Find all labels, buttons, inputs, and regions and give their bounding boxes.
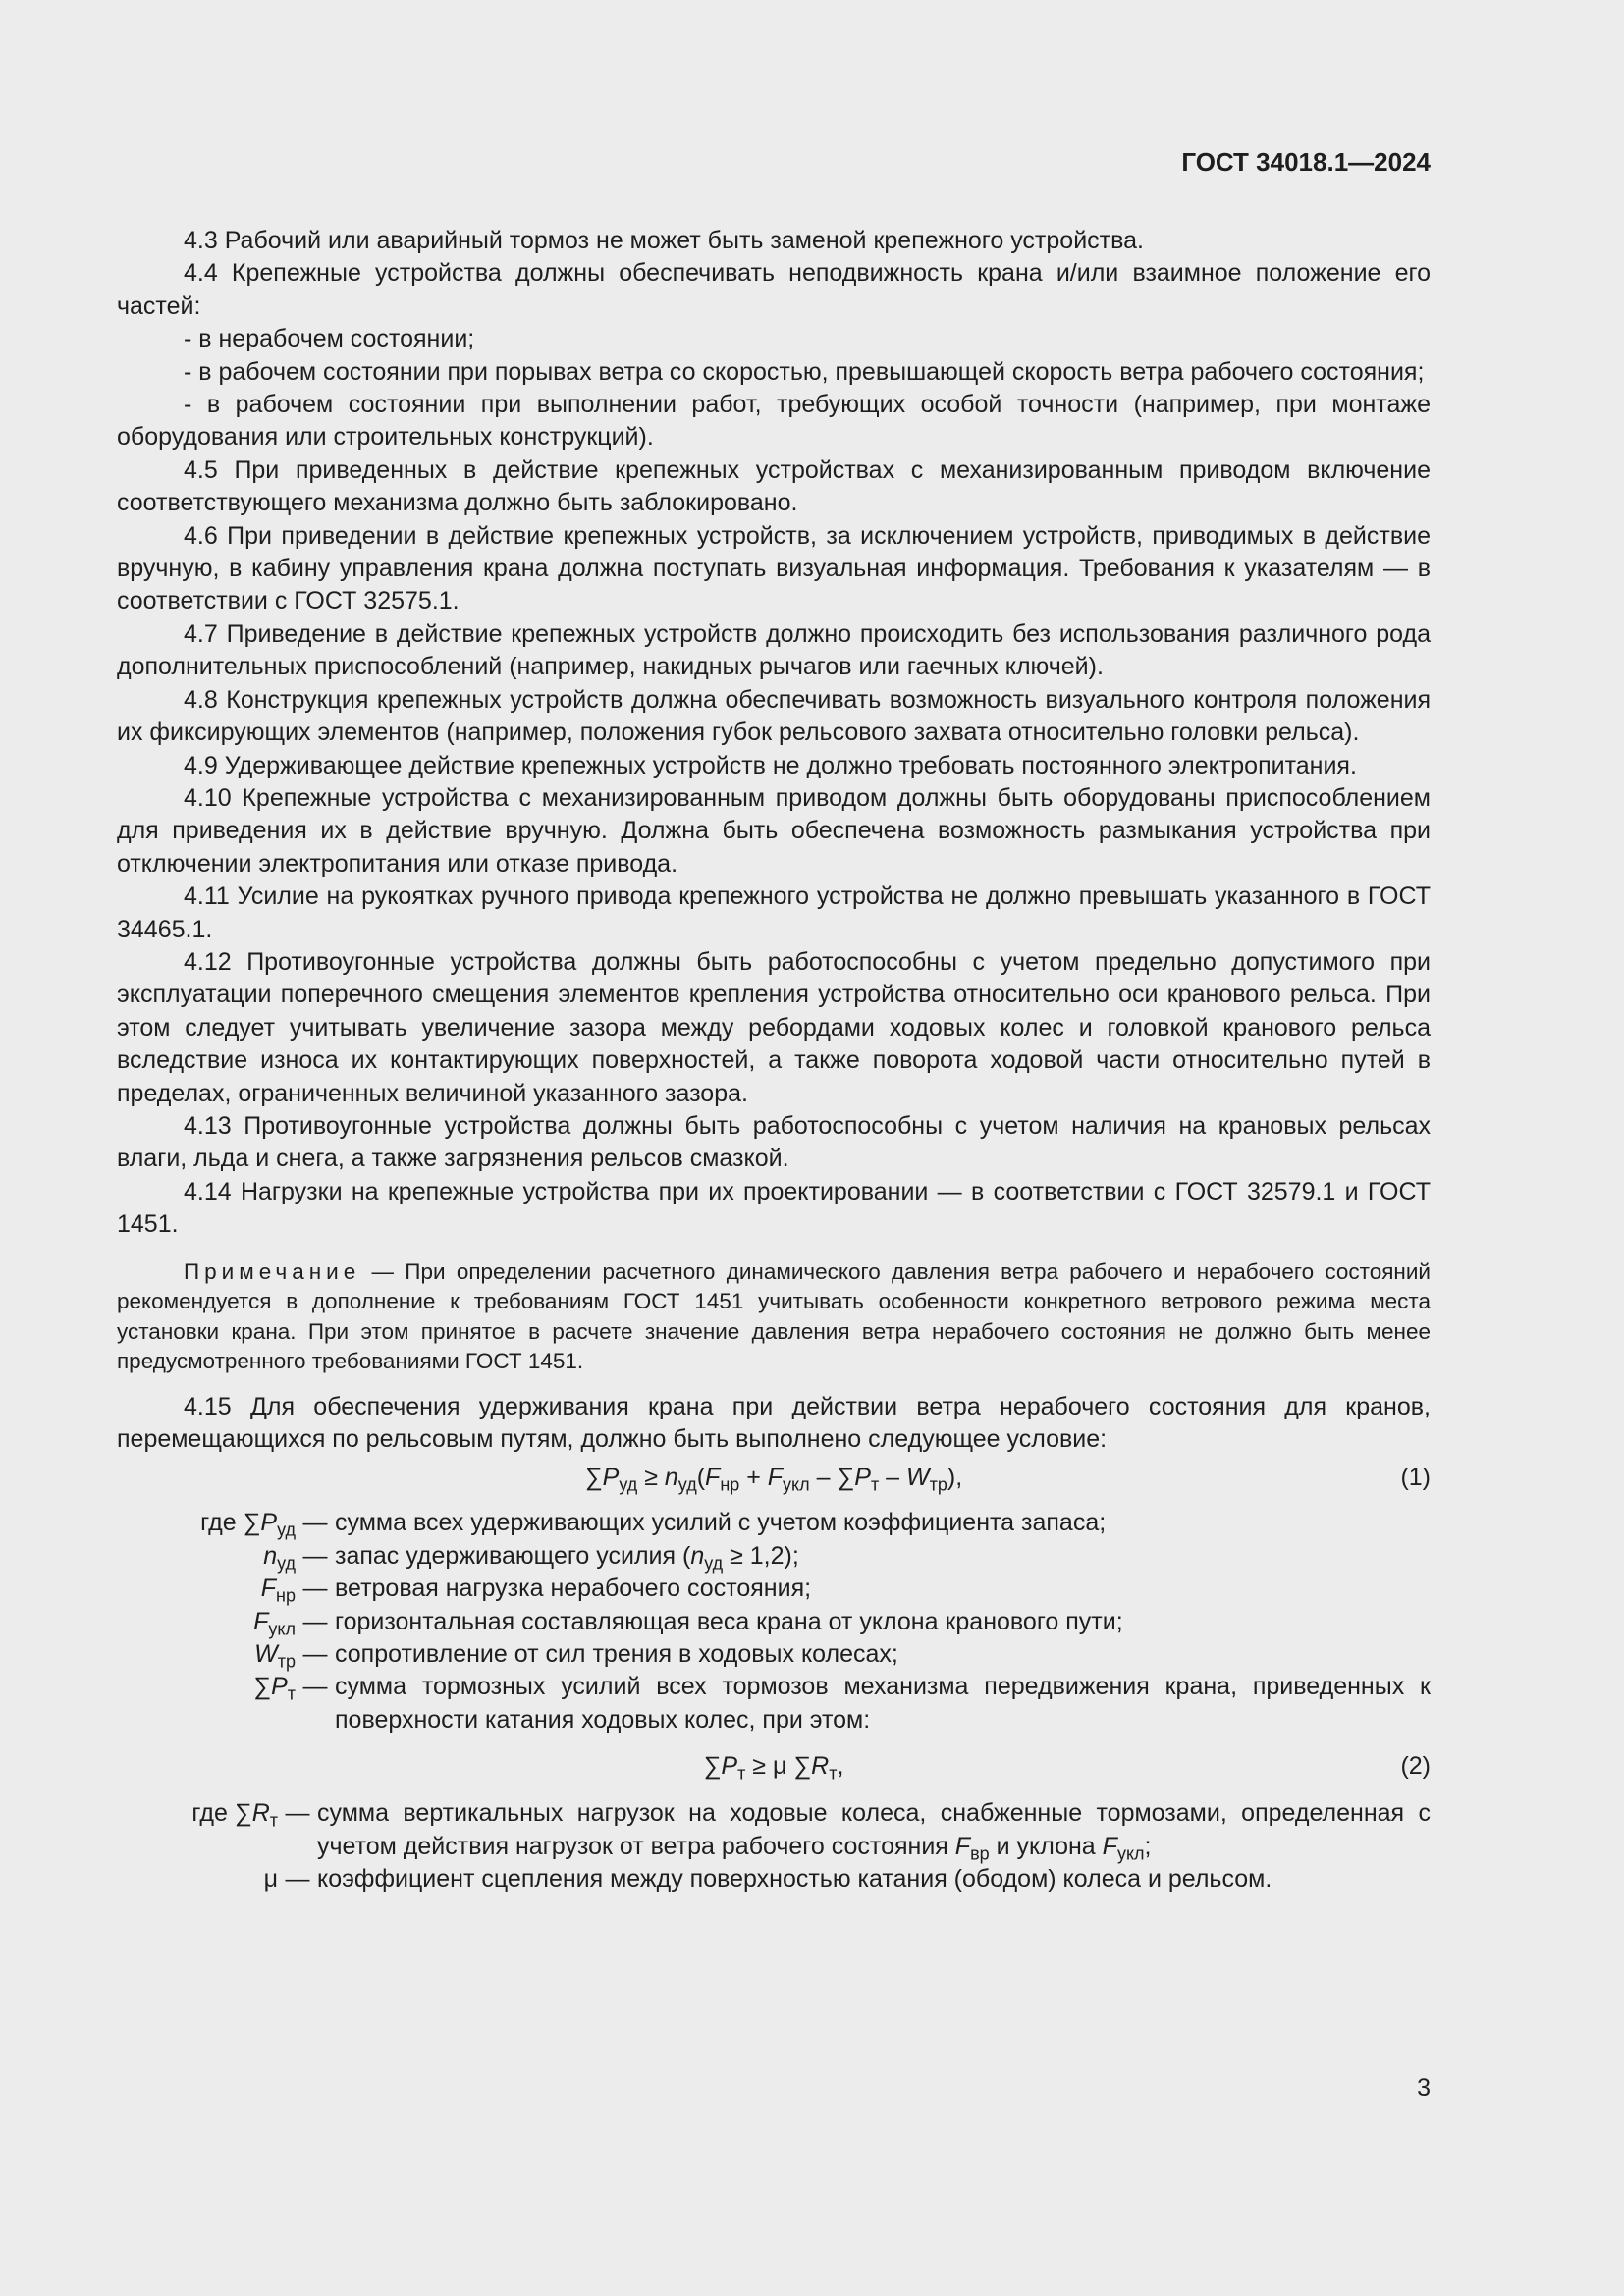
paragraph-4-12: 4.12 Противоугонные устройства должны быть работоспособны с учетом предельно допустимого при эксплуатации поперечного смещения элементов крепления устройства относительно оси кранового рельса. При этом следует учитывать увеличение зазора между ребордами ходовых колес и головкой кранового рельса вследствие износа их контактирующих поверхностей, а также поворота ходовой части относительно путей в пределах, ограниченных величиной указанного зазора.	[117, 947, 1431, 1107]
paragraph-4-14: 4.14 Нагрузки на крепежные устройства при их проектировании — в соответствии с ГОСТ 32579.1 и ГОСТ 1451.	[117, 1177, 1431, 1239]
definition-symbol: $W_{тр}$	[254, 1640, 296, 1672]
formula-1-number: (1)	[1400, 1464, 1431, 1492]
definition-text: сопротивление от сил трения в ходовых колесах;	[335, 1640, 898, 1669]
definition-row: где $\sum P_{уд}$ — сумма всех удерживающих усилий с учетом коэффициента запаса;	[117, 1507, 1431, 1539]
definitions-1	[117, 1507, 1431, 1736]
definitions-2	[117, 1797, 1431, 1896]
paragraph-4-9: 4.9 Удерживающее действие крепежных устройств не должно требовать постоянного электропитания.	[184, 751, 1357, 779]
definition-symbol: $\sum P_т$	[253, 1673, 296, 1704]
paragraph-4-11: 4.11 Усилие на рукоятках ручного привода крепежного устройства не должно превышать указанного в ГОСТ 34465.1.	[117, 882, 1431, 943]
paragraph-4-15: 4.15 Для обеспечения удерживания крана при действии ветра нерабочего состояния для кранов, перемещающихся по рельсовым путям, должно быть выполнено следующее условие:	[117, 1392, 1431, 1453]
definition-row: $F_{укл}$ — горизонтальная составляющая веса крана от уклона кранового пути;	[117, 1606, 1431, 1638]
definition-row: где $\sum R_т$ — сумма вертикальных нагрузок на ходовые колеса, снабженные тормозами, определенная с учетом действия нагрузок от ветра рабочего состояния $F_{вр}$ и уклона $F_{укл}$;	[117, 1797, 1431, 1863]
document-header: ГОСТ 34018.1—2024	[1181, 147, 1431, 177]
formula-1	[117, 1462, 1431, 1501]
paragraph-4-5: 4.5 При приведенных в действие крепежных устройствах с механизированным приводом включение соответствующего механизма должно быть заблокировано.	[117, 455, 1431, 517]
definition-row: $W_{тр}$ — сопротивление от сил трения в ходовых колесах;	[117, 1638, 1431, 1671]
definition-text: сумма тормозных усилий всех тормозов механизма передвижения крана, приведенных к поверхности катания ходовых колес, при этом:	[335, 1673, 1431, 1734]
definition-text: горизонтальная составляющая веса крана от уклона кранового пути;	[335, 1607, 1123, 1635]
definition-text: запас удерживающего усилия $(n_{уд} \ge 1,2)$;	[335, 1541, 799, 1574]
list-item: - в нерабочем состоянии;	[184, 325, 475, 353]
definition-row: $\sum P_т$ — сумма тормозных усилий всех тормозов механизма передвижения крана, приведенных к поверхности катания ходовых колес, при этом:	[117, 1671, 1431, 1736]
note-label: Примечание	[184, 1258, 361, 1284]
list-item: - в рабочем состоянии при порывах ветра со скоростью, превышающей скорость ветра рабочего состояния;	[184, 357, 1425, 386]
formula-2-number: (2)	[1400, 1752, 1431, 1781]
definition-symbol: где $\sum R_т$	[191, 1799, 278, 1831]
paragraph-4-6: 4.6 При приведении в действие крепежных устройств, за исключением устройств, приводимых в действие вручную, в кабину управления крана должна поступать визуальная информация. Требования к указателям — в соответствии с ГОСТ 32575.1.	[117, 521, 1431, 615]
definition-text: сумма всех удерживающих усилий с учетом коэффициента запаса;	[335, 1509, 1107, 1537]
definition-text: ветровая нагрузка нерабочего состояния;	[335, 1575, 812, 1603]
paragraph-4-4: 4.4 Крепежные устройства должны обеспечивать неподвижность крана и/или взаимное положение его частей:	[117, 259, 1431, 320]
definition-row: $n_{уд}$ — запас удерживающего усилия $(n_{уд} \ge 1,2)$;	[117, 1540, 1431, 1573]
page-number: 3	[1417, 2074, 1431, 2102]
paragraph-4-13: 4.13 Противоугонные устройства должны быть работоспособны с учетом наличия на крановых рельсах влаги, льда и снега, а также загрязнения рельсов смазкой.	[117, 1111, 1431, 1173]
formula-1-expression: $\sum P_{уд} \ge n_{уд}(F_{нр} + F_{укл} - \sum P_т - W_{тр})$,	[584, 1464, 963, 1495]
definition-text: коэффициент сцепления между поверхностью катания (ободом) колеса и рельсом.	[317, 1865, 1272, 1894]
document-body	[117, 225, 1431, 1896]
definition-symbol: $F_{нр}$	[260, 1575, 296, 1606]
paragraph-4-3: 4.3 Рабочий или аварийный тормоз не может быть заменой крепежного устройства.	[184, 227, 1144, 254]
definition-row: $F_{нр}$ — ветровая нагрузка нерабочего состояния;	[117, 1573, 1431, 1605]
paragraph-4-8: 4.8 Конструкция крепежных устройств должна обеспечивать возможность визуального контроля положения их фиксирующих элементов (например, положения губок рельсового захвата относительно головки рельса).	[117, 685, 1431, 747]
definition-symbol: $F_{укл}$	[253, 1607, 296, 1639]
paragraph-4-10: 4.10 Крепежные устройства с механизированным приводом должны быть оборудованы приспособлением для приведения их в действие вручную. Должна быть обеспечена возможность размыкания устройства при отключении электропитания или отказе привода.	[117, 783, 1431, 878]
definition-symbol: где $\sum P_{уд}$	[200, 1509, 296, 1540]
list-item: - в рабочем состоянии при выполнении работ, требующих особой точности (например, при монтаже оборудования или строительных конструкций).	[117, 391, 1431, 452]
definition-row: μ — коэффициент сцепления между поверхностью катания (ободом) колеса и рельсом.	[117, 1863, 1431, 1896]
definition-symbol: μ	[263, 1865, 278, 1894]
note	[117, 1257, 1431, 1377]
note-text: — При определении расчетного динамического давления ветра рабочего и нерабочего состояний рекомендуется в дополнение к требованиям ГОСТ 1451 учитывать особенности конкретного ветрового режима места установки крана. При этом принятое в расчете значение давления ветра нерабочего состояния не должно быть менее предусмотренного требованиями ГОСТ 1451.	[117, 1258, 1431, 1374]
definition-symbol: $n_{уд}$	[263, 1541, 296, 1574]
formula-2	[117, 1750, 1431, 1789]
definition-text: сумма вертикальных нагрузок на ходовые колеса, снабженные тормозами, определенная с учетом действия нагрузок от ветра рабочего состояния $F_{вр}$ и уклона $F_{укл}$;	[317, 1799, 1431, 1864]
formula-2-expression: $\sum P_т \ge \mu$ $\sum R_т$,	[703, 1752, 844, 1784]
paragraph-4-7: 4.7 Приведение в действие крепежных устройств должно происходить без использования различного рода дополнительных приспособлений (например, накидных рычагов или гаечных ключей).	[117, 619, 1431, 681]
